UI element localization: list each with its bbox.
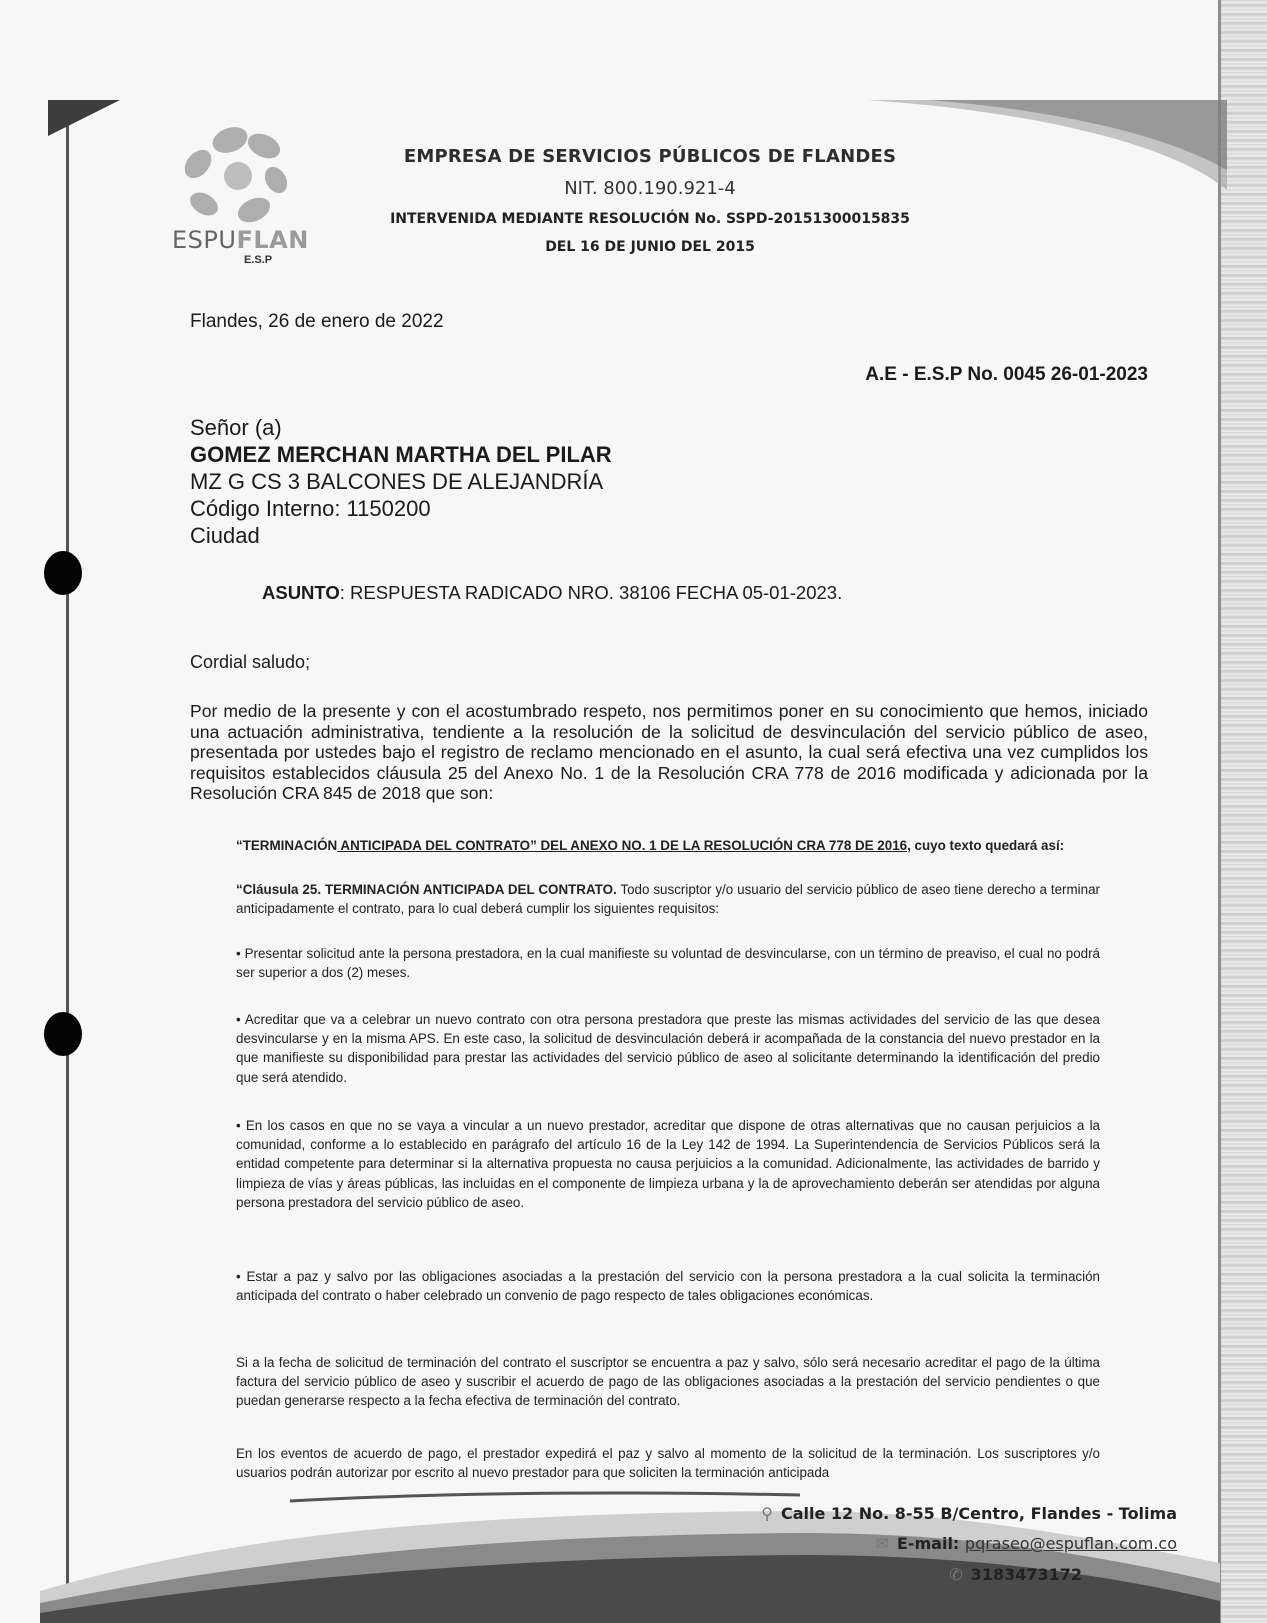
- intervention-resolution: INTERVENIDA MEDIANTE RESOLUCIÓN No. SSPD-20151300015835: [390, 211, 910, 227]
- letter-reference: A.E - E.S.P No. 0045 26-01-2023: [865, 364, 1148, 385]
- body-paragraph: Por medio de la presente y con el acostumbrado respeto, nos permitimos poner en su conocimiento que hemos, iniciado una actuación administrativa, tendiente a la resolución de la solicitud de desvinculación del servicio público de aseo, presentada por ustedes bajo el registro de reclamo mencionado en el asunto, la cual será efectiva una vez cumplidos los requisitos establecidos cláusula 25 del Anexo No. 1 de la Resolución CRA 778 de 2016 modificada y adicionada por la Resolución CRA 845 de 2018 que son:: [190, 701, 1148, 803]
- requirement-item: • Presentar solicitud ante la persona prestadora, en la cual manifieste su voluntad de desvincularse, con un término de preaviso, el cual no podrá ser superior a dos (2) meses.: [236, 946, 1100, 981]
- recipient-salutation: Señor (a): [190, 415, 282, 440]
- header-swoosh-decoration: [867, 100, 1227, 190]
- recipient-code: Código Interno: 1150200: [190, 496, 431, 521]
- requirement-item: • Acreditar que va a celebrar un nuevo contrato con otra persona prestadora que preste las mismas actividades del servicio de las que desea desvincularse y en la misma APS. En este caso, la solicitud de desvinculación deberá ir acompañada de la constancia del nuevo prestador en la que manifieste su disponibilidad para prestar las actividades del servicio público de aseo al solicitante determinando la identificación del predio que será atendido.: [236, 1012, 1100, 1085]
- clause-paragraph: En los eventos de acuerdo de pago, el prestador expedirá el paz y salvo al momento de la solicitud de la terminación. Los suscriptores y/o usuarios podrán autorizar por escrito al nuevo prestador para que soliciten la terminación anticipada: [236, 1446, 1100, 1481]
- subject-text: : RESPUESTA RADICADO NRO. 38106 FECHA 05-01-2023.: [339, 582, 843, 603]
- punch-hole-bottom: [44, 1012, 82, 1056]
- scan-edge-line: [1218, 0, 1221, 1623]
- recipient-name: GOMEZ MERCHAN MARTHA DEL PILAR: [190, 442, 612, 467]
- logo-subtitle: E.S.P: [244, 254, 273, 266]
- letter-date: Flandes, 26 de enero de 2022: [190, 311, 444, 332]
- footer-email: ✉ E-mail: pqraseo@espuflan.com.co: [875, 1534, 1177, 1553]
- location-pin-icon: ⚲: [761, 1504, 773, 1523]
- subject-line: [262, 582, 842, 604]
- corner-wedge-decoration: [48, 100, 120, 136]
- footer-phone: ✆ 3183473172: [949, 1565, 1082, 1584]
- mail-icon: ✉: [875, 1534, 889, 1553]
- intervention-date: DEL 16 DE JUNIO DEL 2015: [545, 239, 755, 255]
- punch-hole-top: [44, 551, 82, 595]
- requirement-item: • Estar a paz y salvo por las obligaciones asociadas a la prestación del servicio con la persona prestadora a la cual solicita la terminación anticipada del contrato o haber celebrado un convenio de pago respecto de tales obligaciones económicas.: [236, 1269, 1100, 1304]
- clause-text: Todo suscriptor y/o usuario del servicio público de aseo tiene derecho a terminar anticipadamente el contrato, para lo cual deberá cumplir los siguientes requisitos:: [236, 882, 1100, 917]
- company-name: EMPRESA DE SERVICIOS PÚBLICOS DE FLANDES: [403, 146, 897, 167]
- phone-icon: ✆: [949, 1565, 963, 1584]
- recipient-city: Ciudad: [190, 523, 260, 548]
- clause-paragraph: Si a la fecha de solicitud de terminación del contrato el suscriptor se encuentra a paz y salvo, sólo será necesario acreditar el pago de la última factura del servicio público de aseo y suscribir el acuerdo de pago de las obligaciones asociadas a la prestación del servicio pendientes o que puedan generarse respecto a la fecha efectiva de terminación del contrato.: [236, 1355, 1100, 1409]
- email-link[interactable]: pqraseo@espuflan.com.co: [964, 1534, 1177, 1553]
- scan-edge-shadow: [1221, 0, 1267, 1623]
- recipient-block: [190, 414, 612, 549]
- recipient-address: MZ G CS 3 BALCONES DE ALEJANDRÍA: [190, 469, 604, 494]
- binder-rule: [66, 100, 69, 1620]
- logo-wordmark: ESPUFLAN: [172, 226, 309, 254]
- company-nit: NIT. 800.190.921-4: [564, 178, 736, 199]
- footer-address: ⚲ Calle 12 No. 8-55 B/Centro, Flandes - Tolima: [761, 1504, 1177, 1523]
- greeting: Cordial saludo;: [190, 652, 311, 672]
- clause-25: [236, 880, 1100, 918]
- subject-label: ASUNTO: [262, 582, 340, 603]
- clause-title: “Cláusula 25. TERMINACIÓN ANTICIPADA DEL CONTRATO.: [236, 882, 617, 897]
- requirement-item: • En los casos en que no se vaya a vincular a un nuevo prestador, acreditar que dispone de otras alternativas que no causan perjuicios a la comunidad, conforme a lo establecido en parágrafo del artículo 16 de la Ley 142 de 1994. La Superintendencia de Servicios Públicos será la entidad competente para determinar si la alternativa propuesta no causa perjuicios a la comunidad. Adicionalmente, las actividades de barrido y limpieza de vías y áreas públicas, las incluidas en el componente de limpieza urbana y la de aprovechamiento deberán ser atendidas por alguna persona prestadora del servicio público de aseo.: [236, 1118, 1100, 1210]
- quote-intro: “TERMINACIÓN ANTICIPADA DEL CONTRATO” DEL ANEXO NO. 1 DE LA RESOLUCIÓN CRA 778 DE 2016, cuyo texto quedará así:: [236, 838, 1065, 853]
